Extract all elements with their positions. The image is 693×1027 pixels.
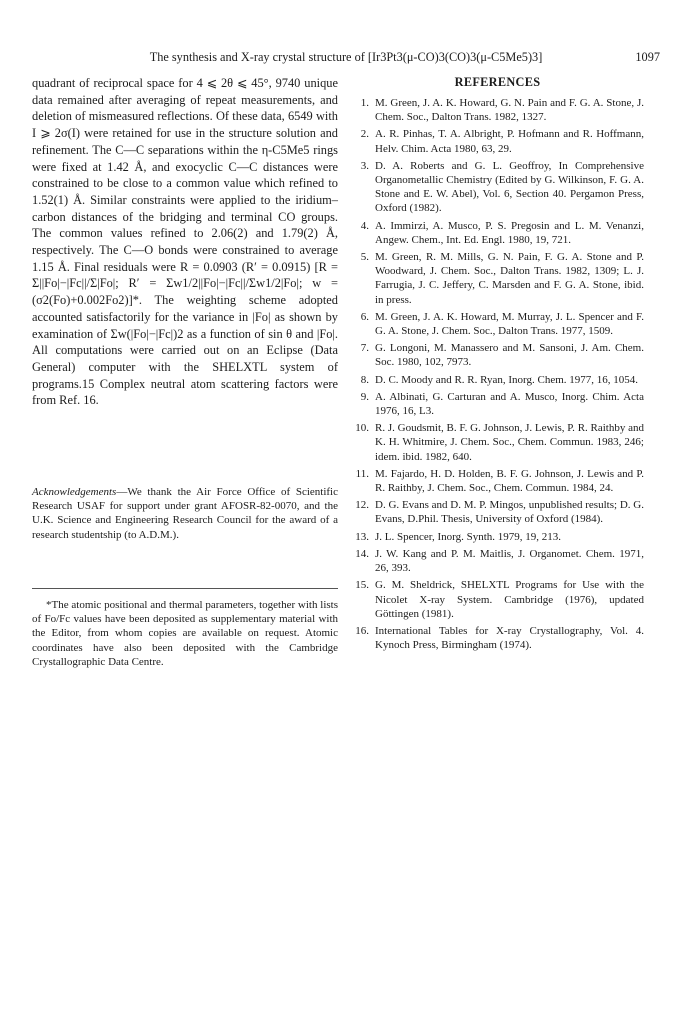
reference-number: 16. [355, 624, 369, 637]
reference-item [351, 578, 644, 621]
reference-number: 7. [360, 342, 369, 355]
reference-item [351, 624, 644, 652]
reference-number: 3. [360, 159, 369, 172]
references-column [351, 75, 644, 655]
reference-text: M. Green, J. A. K. Howard, M. Murray, J. L. Spencer and F. G. A. Stone, J. Chem. Soc., Dalton Trans. 1977, 1509. [375, 310, 644, 338]
reference-text: R. J. Goudsmit, B. F. G. Johnson, J. Lewis, P. R. Raithby and K. H. Whitmire, J. Chem. Soc., Chem. Commun. 1983, 246; idem. ibid. 1982, 640. [375, 422, 644, 463]
left-column [32, 75, 338, 668]
reference-text: A. Immirzi, A. Musco, P. S. Pregosin and L. M. Venanzi, Angew. Chem., Int. Ed. Engl. 1980, 19, 721. [375, 219, 644, 246]
acknowledgements-label: Acknowledgements [32, 486, 117, 498]
page-header [32, 50, 660, 66]
reference-text: International Tables for X-ray Crystallography, Vol. 4. Kynoch Press, Birmingham (1974). [375, 624, 644, 652]
page-number: 1097 [635, 50, 660, 64]
reference-text: A. Albinati, G. Carturan and A. Musco, Inorg. Chim. Acta 1976, 16, L3. [375, 390, 644, 418]
reference-number: 14. [355, 547, 369, 560]
footnote-divider [32, 588, 338, 589]
reference-number: 2. [360, 128, 369, 141]
reference-number: 8. [360, 373, 369, 386]
reference-text: M. Green, J. A. K. Howard, G. N. Pain and F. G. A. Stone, J. Chem. Soc., Dalton Trans. 1982, 1327. [375, 97, 644, 124]
reference-text: D. C. Moody and R. R. Ryan, Inorg. Chem. 1977, 16, 1054. [375, 373, 639, 386]
reference-item [351, 421, 644, 464]
reference-text: M. Green, R. M. Mills, G. N. Pain, F. G. A. Stone and P. Woodward, J. Chem. Soc., Dalton Trans. 1982, 1309; L. J. Farrugia, J. C. Jeffery, C. Marsden and F. G. A. Stone, ibid. in press. [375, 251, 644, 306]
reference-text: G. Longoni, M. Manassero and M. Sansoni, J. Am. Chem. Soc. 1980, 102, 7973. [375, 342, 644, 369]
reference-number: 13. [355, 530, 369, 543]
reference-number: 6. [360, 310, 369, 323]
running-title: The synthesis and X-ray crystal structure of [Ir3Pt3(μ-CO)3(CO)3(μ-C5Me5)3] [149, 50, 543, 64]
reference-number: 10. [355, 422, 369, 435]
reference-text: M. Fajardo, H. D. Holden, B. F. G. Johnson, J. Lewis and P. R. Raithby, J. Chem. Soc., Chem. Commun. 1984, 24. [375, 467, 644, 495]
reference-item [351, 219, 644, 247]
reference-item [351, 530, 644, 544]
body-paragraph: quadrant of reciprocal space for 4 ⩽ 2θ ⩽ 45°, 9740 unique data remained after averaging of repeat measurements, and deletion of mismeasured reflections. Of these data, 6549 with I ⩾ 2σ(I) were retained for use in the structure solution and refinement. The C—C separations within the η-C5Me5 rings were fixed at 1.42 Å, and exocyclic C—C distances were constrained to be close to a common value which refined to 1.52(1) Å. Similar constraints were applied to the iridium–carbon distances of the bridging and terminal CO groups. The common values refined to 2.06(2) and 1.79(2) Å, respectively. The C—O bonds were constrained to average 1.15 Å. Final residuals were R = 0.0903 (R′ = 0.0915) [R = Σ||Fo|−|Fc||/Σ|Fo|; R′ = Σw1/2||Fo|−|Fc||/Σw1/2|Fo|; w = (σ2(Fo)+0.002Fo2)]*. The weighting scheme adopted accounted satisfactorily for the variance in |Fo| as shown by examination of Σw(|Fo|−|Fc|)2 as a function of sin θ and |Fo|. All computations were carried out on an Eclipse (Data General) computer with the SHELXTL system of programs.15 Complex neutral atom scattering factors were from Ref. 16. [32, 76, 338, 408]
reference-list [351, 96, 644, 652]
reference-number: 11. [355, 467, 369, 480]
reference-text: J. W. Kang and P. M. Maitlis, J. Organomet. Chem. 1971, 26, 393. [375, 547, 644, 575]
reference-number: 12. [355, 499, 369, 512]
reference-item [351, 498, 644, 526]
reference-number: 15. [355, 579, 369, 592]
acknowledgements-text: —We thank the Air Force Office of Scientific Research USAF for support under grant AFOSR-82-0070, and the U.K. Science and Engineering Research Council for the award of a research studentship (to A.D.M.). [32, 486, 338, 541]
reference-text: D. A. Roberts and G. L. Geoffroy, In Comprehensive Organometallic Chemistry (Edited by G. Wilkinson, F. G. A. Stone and E. W. Abel), Vol. 6, Section 40. Pergamon Press, Oxford (1982). [375, 159, 644, 215]
reference-item [351, 467, 644, 495]
reference-item [351, 373, 644, 387]
reference-item [351, 250, 644, 307]
reference-item [351, 390, 644, 418]
references-heading: REFERENCES [454, 75, 541, 89]
reference-item [351, 159, 644, 216]
reference-text: D. G. Evans and D. M. P. Mingos, unpublished results; D. G. Evans, D.Phil. Thesis, University of Oxford (1984). [375, 499, 644, 526]
reference-item [351, 127, 644, 155]
acknowledgements [32, 485, 338, 542]
reference-item [351, 310, 644, 338]
reference-item [351, 341, 644, 369]
footnote: *The atomic positional and thermal parameters, together with lists of Fo/Fc values have been deposited as supplementary material with the Editor, from whom copies are available on request. Atomic coordinates have also been deposited with the Cambridge Crystallographic Data Centre. [32, 599, 338, 668]
reference-item [351, 547, 644, 575]
reference-number: 5. [360, 251, 369, 264]
reference-number: 1. [360, 97, 369, 109]
reference-text: G. M. Sheldrick, SHELXTL Programs for Use with the Nicolet X-ray System. Cambridge (1976), updated Göttingen (1981). [375, 579, 644, 620]
reference-item [351, 96, 644, 124]
reference-number: 9. [360, 390, 369, 403]
reference-text: J. L. Spencer, Inorg. Synth. 1979, 19, 213. [375, 530, 562, 543]
reference-text: A. R. Pinhas, T. A. Albright, P. Hofmann and R. Hoffmann, Helv. Chim. Acta 1980, 63, 29. [375, 128, 644, 155]
reference-number: 4. [360, 219, 369, 232]
